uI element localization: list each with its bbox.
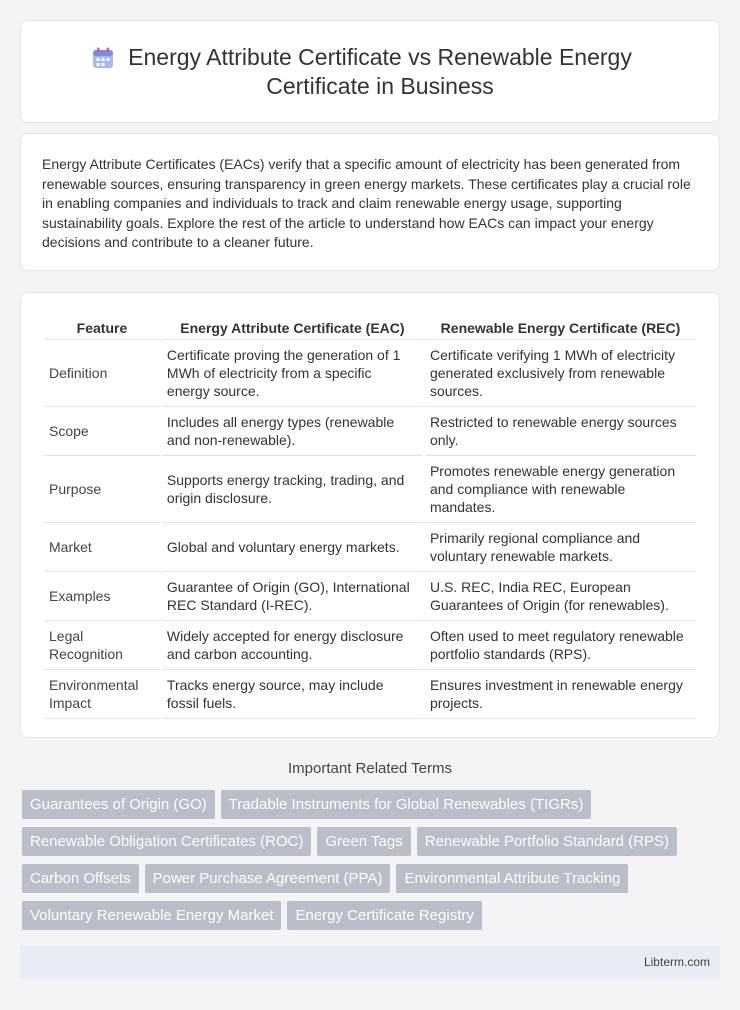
row-eac: Global and voluntary energy markets. bbox=[162, 523, 423, 572]
intro-paragraph: Energy Attribute Certificates (EACs) verify that a specific amount of electricity has been generated from renewable sources, ensuring transparency in green energy markets. These certificates play a crucial role in enabling companies and individuals to track and claim renewable energy usage, supporting sustainability goals. Explore the rest of the article to understand how EACs can impact your energy decisions and contribute to a cleaner future. bbox=[42, 156, 691, 251]
intro-card bbox=[20, 133, 720, 271]
row-feature: Examples bbox=[44, 572, 160, 621]
row-eac: Certificate proving the generation of 1 MWh of electricity from a specific energy source. bbox=[162, 340, 423, 407]
tag-row bbox=[22, 901, 722, 930]
page-title: Energy Attribute Certificate vs Renewable Energy Certificate in Business bbox=[128, 44, 632, 99]
header-rec: Renewable Energy Certificate (REC) bbox=[425, 316, 696, 340]
table-row bbox=[44, 407, 696, 456]
row-feature: Scope bbox=[44, 407, 160, 456]
row-feature: Legal Recognition bbox=[44, 621, 160, 670]
table-row bbox=[44, 621, 696, 670]
tag-carbon-offsets[interactable]: Carbon Offsets bbox=[22, 864, 139, 893]
row-feature: Market bbox=[44, 523, 160, 572]
header-feature: Feature bbox=[44, 316, 160, 340]
tag-rps[interactable]: Renewable Portfolio Standard (RPS) bbox=[417, 827, 677, 856]
table-header-row bbox=[44, 316, 696, 340]
table-row bbox=[44, 572, 696, 621]
row-eac: Includes all energy types (renewable and non-renewable). bbox=[162, 407, 423, 456]
footer bbox=[20, 946, 720, 979]
header-eac: Energy Attribute Certificate (EAC) bbox=[162, 316, 423, 340]
row-rec: Restricted to renewable energy sources only. bbox=[425, 407, 696, 456]
row-rec: U.S. REC, India REC, European Guarantees of Origin (for renewables). bbox=[425, 572, 696, 621]
related-terms-list bbox=[22, 790, 722, 938]
row-rec: Certificate verifying 1 MWh of electricity generated exclusively from renewable sources. bbox=[425, 340, 696, 407]
tag-row bbox=[22, 827, 722, 856]
tag-environmental-attribute-tracking[interactable]: Environmental Attribute Tracking bbox=[396, 864, 628, 893]
row-eac: Supports energy tracking, trading, and origin disclosure. bbox=[162, 456, 423, 523]
row-feature: Definition bbox=[44, 340, 160, 407]
row-eac: Widely accepted for energy disclosure and carbon accounting. bbox=[162, 621, 423, 670]
tag-certificate-registry[interactable]: Energy Certificate Registry bbox=[287, 901, 481, 930]
row-eac: Guarantee of Origin (GO), International REC Standard (I-REC). bbox=[162, 572, 423, 621]
comparison-table bbox=[42, 316, 698, 719]
comparison-card bbox=[20, 292, 720, 738]
row-rec: Often used to meet regulatory renewable portfolio standards (RPS). bbox=[425, 621, 696, 670]
tag-row bbox=[22, 864, 722, 893]
tag-voluntary-market[interactable]: Voluntary Renewable Energy Market bbox=[22, 901, 281, 930]
tag-green-tags[interactable]: Green Tags bbox=[317, 827, 410, 856]
table-row bbox=[44, 670, 696, 719]
title-card bbox=[20, 20, 720, 123]
row-rec: Ensures investment in renewable energy projects. bbox=[425, 670, 696, 719]
table-row bbox=[44, 523, 696, 572]
related-terms-heading: Important Related Terms bbox=[288, 760, 452, 777]
row-rec: Primarily regional compliance and voluntary renewable markets. bbox=[425, 523, 696, 572]
tag-tigrs[interactable]: Tradable Instruments for Global Renewables (TIGRs) bbox=[221, 790, 592, 819]
tag-guarantees-of-origin[interactable]: Guarantees of Origin (GO) bbox=[22, 790, 215, 819]
row-feature: Environmental Impact bbox=[44, 670, 160, 719]
row-rec: Promotes renewable energy generation and compliance with renewable mandates. bbox=[425, 456, 696, 523]
row-feature: Purpose bbox=[44, 456, 160, 523]
footer-brand-link[interactable]: Libterm.com bbox=[643, 955, 710, 969]
tag-row bbox=[22, 790, 722, 819]
table-row bbox=[44, 456, 696, 523]
row-eac: Tracks energy source, may include fossil fuels. bbox=[162, 670, 423, 719]
tag-roc[interactable]: Renewable Obligation Certificates (ROC) bbox=[22, 827, 311, 856]
table-row bbox=[44, 340, 696, 407]
tag-ppa[interactable]: Power Purchase Agreement (PPA) bbox=[145, 864, 391, 893]
